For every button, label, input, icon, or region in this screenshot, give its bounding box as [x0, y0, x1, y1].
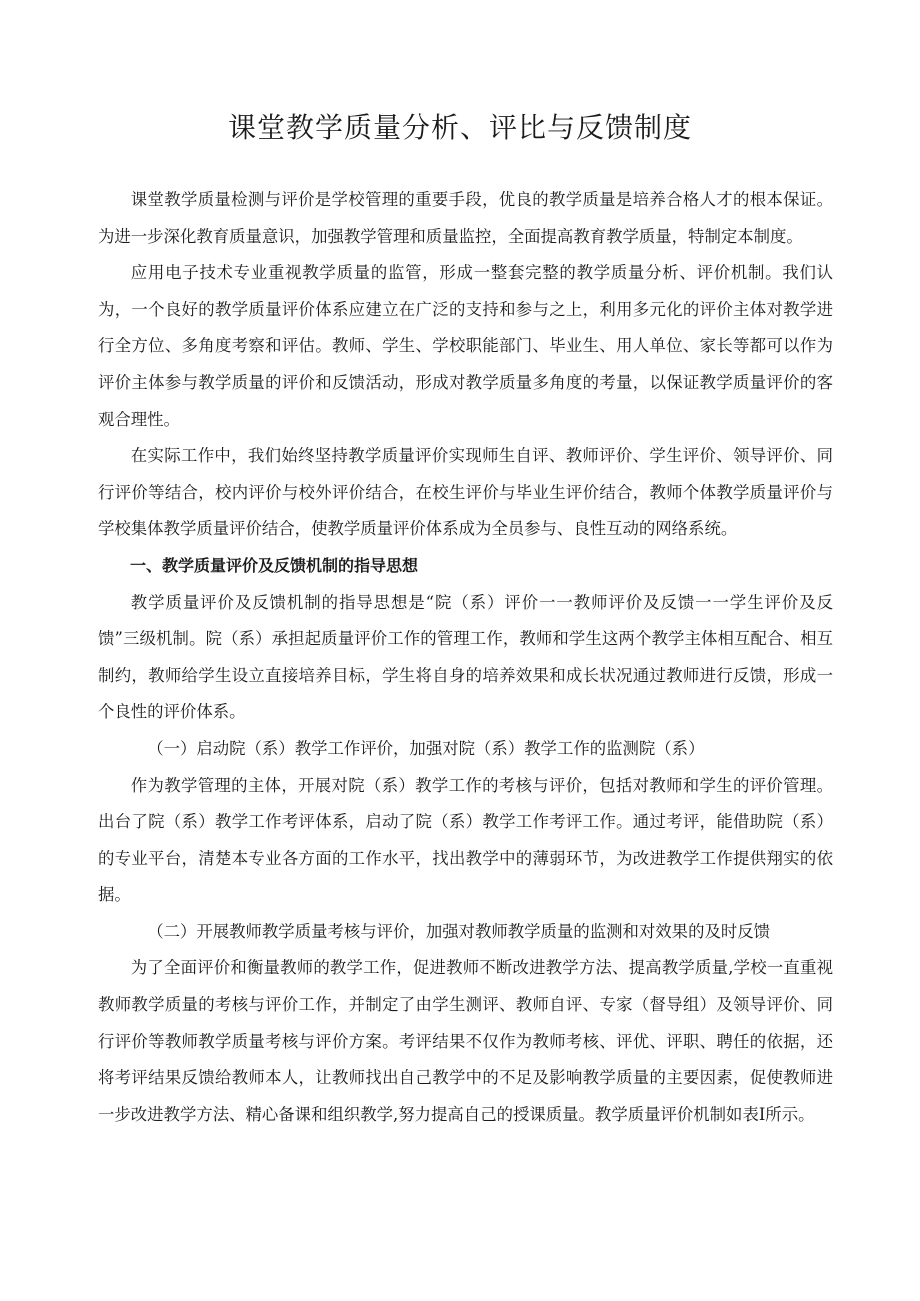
paragraph-teacher-evaluation: 为了全面评价和衡量教师的教学工作，促进教师不断改进教学方法、提高教学质量,学校一直重视教师教学质量的考核与评价工作，并制定了由学生测评、教师自评、专家（督导组）及领导评价、同行评价等教师教学质量考核与评价方案。考评结果不仅作为教师考核、评优、评职、聘任的依据，还将考评结果反馈给教师本人，让教师找出自己教学中的不足及影响教学质量的主要因素，促使教师进一步改进教学方法、精心备课和组织教学,努力提高自己的授课质量。教学质量评价机制如表I所示。 — [98, 958, 833, 1124]
subsection-heading-department-evaluation: （一）启动院（系）教学工作评价，加强对院（系）教学工作的监测院（系） — [147, 738, 705, 758]
document-title: 课堂教学质量分析、评比与反馈制度 — [227, 111, 692, 144]
paragraph-guiding-idea: 教学质量评价及反馈机制的指导思想是“院（系）评价一一教师评价及反馈一一学生评价及反馈”三级机制。院（系）承担起质量评价工作的管理工作，教师和学生这两个教学主体相互配合、相互制约，教师给学生设立直接培养目标，学生将自身的培养效果和成长状况通过教师进行反馈，形成一个良性的评价体系。 — [98, 592, 833, 722]
paragraph-intro: 课堂教学质量检测与评价是学校管理的重要手段，优良的教学质量是培养合格人才的根本保证。为进一步深化教育质量意识，加强教学管理和质量监控，全面提高教育教学质量，特制定本制度。 — [98, 190, 833, 246]
document-body — [98, 182, 833, 1133]
section-heading-guiding-idea: 一、教学质量评价及反馈机制的指导思想 — [130, 555, 419, 575]
paragraph-evaluation-system: 应用电子技术专业重视教学质量的监管，形成一整套完整的教学质量分析、评价机制。我们认为，一个良好的教学质量评价体系应建立在广泛的支持和参与之上，利用多元化的评价主体对教学进行全方位、多角度考察和评估。教师、学生、学校职能部门、毕业生、用人单位、家长等都可以作为评价主体参与教学质量的评价和反馈活动，形成对教学质量多角度的考量，以保证教学质量评价的客观合理性。 — [98, 263, 833, 429]
paragraph-practice: 在实际工作中，我们始终坚持教学质量评价实现师生自评、教师评价、学生评价、领导评价、同行评价等结合，校内评价与校外评价结合，在校生评价与毕业生评价结合，教师个体教学质量评价与学校集体教学质量评价结合，使教学质量评价体系成为全员参与、良性互动的网络系统。 — [98, 446, 833, 539]
paragraph-department-evaluation: 作为教学管理的主体，开展对院（系）教学工作的考核与评价，包括对教师和学生的评价管理。出台了院（系）教学工作考评体系，启动了院（系）教学工作考评工作。通过考评，能借助院（系）的专业平台，清楚本专业各方面的工作水平，找出教学中的薄弱环节，为改进教学工作提供翔实的依据。 — [98, 775, 833, 905]
subsection-heading-teacher-evaluation: （二）开展教师教学质量考核与评价，加强对教师教学质量的监测和对效果的及时反馈 — [147, 921, 771, 941]
